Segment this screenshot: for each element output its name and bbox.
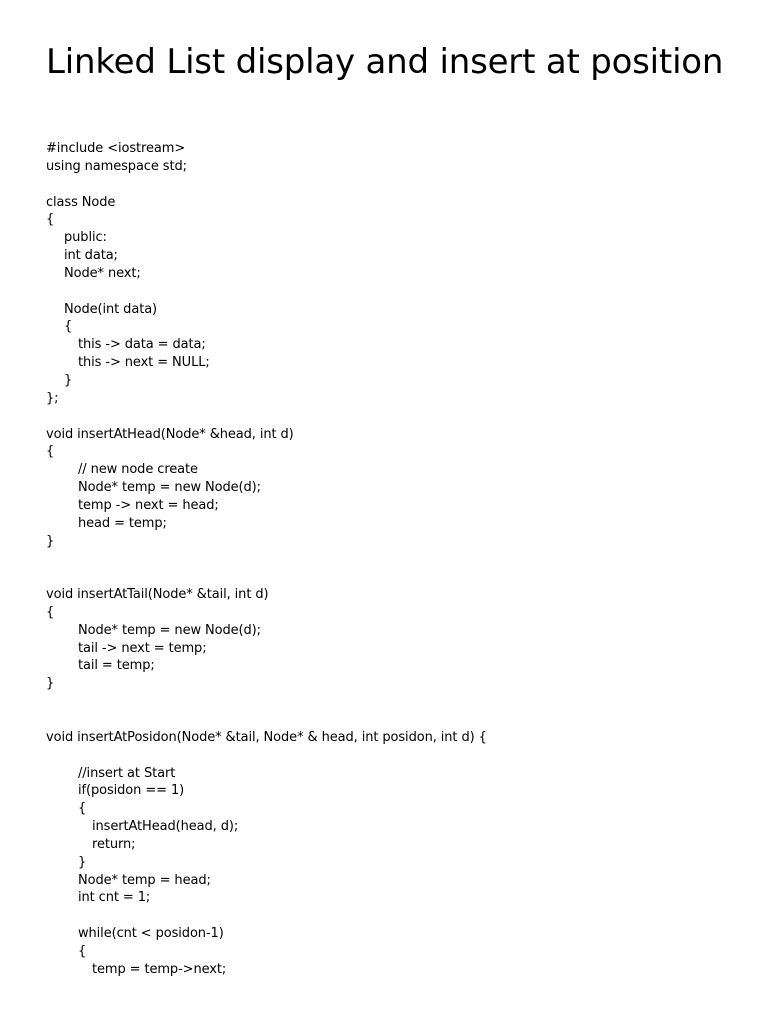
code-line: Node* temp = new Node(d); xyxy=(78,480,261,496)
code-line: Node* temp = head; xyxy=(78,872,211,888)
code-line: //insert at Start xyxy=(78,765,176,781)
code-line: void insertAtPosidon(Node* &tail, Node* & head, int posidon, int d) { xyxy=(46,729,487,745)
code-line: temp -> next = head; xyxy=(78,497,219,513)
code-line: { xyxy=(46,212,55,228)
code-block xyxy=(46,140,736,979)
code-line: using namespace std; xyxy=(46,158,187,174)
code-line: this -> next = NULL; xyxy=(78,355,210,371)
code-line: tail = temp; xyxy=(78,658,155,674)
code-line: { xyxy=(46,444,55,460)
code-line: void insertAtHead(Node* &head, int d) xyxy=(46,426,294,442)
code-line: if(posidon == 1) xyxy=(78,783,185,799)
page-title: Linked List display and insert at position xyxy=(46,42,724,82)
code-line xyxy=(46,747,736,765)
code-line xyxy=(46,550,736,568)
code-line: this -> data = data; xyxy=(78,337,206,353)
code-line: } xyxy=(64,372,73,388)
code-line xyxy=(46,176,736,194)
code-line: } xyxy=(46,533,55,549)
code-line: } xyxy=(46,676,55,692)
code-line: }; xyxy=(46,390,59,406)
code-line xyxy=(46,907,736,925)
code-line: public: xyxy=(64,230,107,246)
code-line: tail -> next = temp; xyxy=(78,640,207,656)
code-line xyxy=(46,711,736,729)
code-line: void insertAtTail(Node* &tail, int d) xyxy=(46,587,269,603)
code-line: } xyxy=(78,854,87,870)
code-line: { xyxy=(46,604,55,620)
code-line: temp = temp->next; xyxy=(92,961,227,977)
code-line: while(cnt < posidon-1) xyxy=(78,926,224,942)
code-line: Node* next; xyxy=(64,265,141,281)
code-line: { xyxy=(78,943,87,959)
code-line xyxy=(46,408,736,426)
code-line: head = temp; xyxy=(78,515,167,531)
code-line: Node(int data) xyxy=(64,301,158,317)
code-line: int cnt = 1; xyxy=(78,890,151,906)
code-line: return; xyxy=(92,836,136,852)
code-line: { xyxy=(78,801,87,817)
code-line: { xyxy=(64,319,73,335)
code-line: // new node create xyxy=(78,462,198,478)
code-line xyxy=(46,693,736,711)
code-line: class Node xyxy=(46,194,116,210)
code-line: insertAtHead(head, d); xyxy=(92,819,239,835)
code-line xyxy=(46,568,736,586)
code-line: Node* temp = new Node(d); xyxy=(78,622,261,638)
code-line: int data; xyxy=(64,248,118,264)
code-line: #include <iostream> xyxy=(46,141,186,156)
code-line xyxy=(46,283,736,301)
